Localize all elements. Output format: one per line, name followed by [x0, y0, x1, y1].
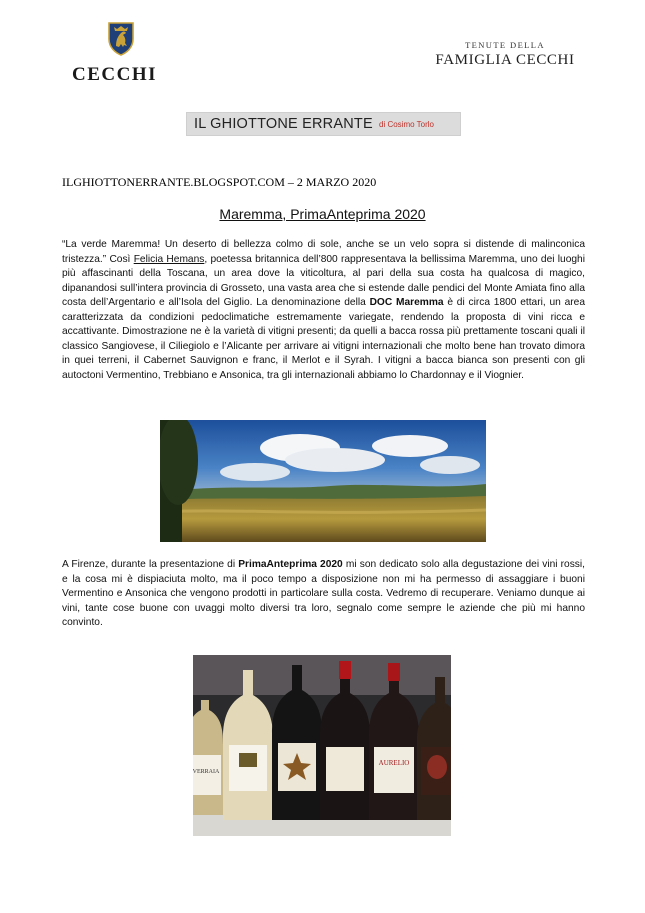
wine-label-2: AURELIO	[378, 759, 410, 767]
para2-text-1: A Firenze, durante la presentazione di	[62, 559, 239, 570]
cecchi-logo	[64, 22, 174, 86]
article-title-text: Maremma, PrimaAnteprima 2020	[219, 206, 426, 222]
article-title	[0, 206, 645, 222]
para2-text-2: mi son dedicato solo alla degustazione dei vini rossi, e la cosa mi è dispiaciuta molto, ma il poco tempo a disposizione non mi ha permesso di assaggiare i buoni Vermentino e Ansonica che vengono prodotti in particolare sulla costa. Vedremo di recuperare. Veniamo dunque ai vini, tante cose buone con uvaggi molto diversi tra loro, segnalo come sempre le aziende che più mi hanno convinto.	[62, 559, 585, 628]
doc-maremma-bold: DOC Maremma	[369, 297, 444, 308]
wine-bottles-photo	[193, 655, 451, 836]
brand-right-top: TENUTE DELLA	[465, 40, 545, 50]
blog-banner	[186, 112, 461, 136]
brand-right-main: FAMIGLIA CECCHI	[435, 52, 575, 68]
para1-text-3: è di circa 1800 ettari, un area caratterizzata da condizioni pedoclimatiche estremamente variegate, rendendo la proposta di vini ricca e accattivante. Dimostrazione ne è la varietà di vitigni presenti; da quelli a bacca rossa più prettamente toscani quali il classico Sangiovese, il Ciliegiolo e l’Alicante per arrivare ai vitigni internazionali che molto bene han trovato dimora in quei terreni, il Cabernet Sauvignon e franc, il Merlot e il Syrah. I vitigni a bacca bianca son presenti con gli autoctoni Vermentino, Trebbiano e Ansonica, tra gli internazionali abbiamo lo Chardonnay e il Viognier.	[62, 297, 585, 381]
maremma-landscape-photo	[160, 420, 486, 542]
brand-left-name: CECCHI	[72, 64, 158, 85]
article-paragraph-1	[62, 238, 585, 383]
article-paragraph-2	[62, 558, 585, 631]
felicia-hemans-link[interactable]: Felicia Hemans	[133, 253, 205, 265]
famiglia-cecchi-logo	[420, 40, 590, 76]
banner-title: IL GHIOTTONE ERRANTE	[194, 116, 373, 132]
primaanteprima-bold: PrimaAnteprima 2020	[238, 559, 343, 570]
wine-label-1: VERRAIA	[193, 769, 220, 775]
banner-subtitle: di Cosimo Torlo	[379, 120, 434, 129]
para1-text-1: “La verde Maremma! Un deserto di bellezza colmo di sole, anche se un velo sopra si distende di malinconica tristezza.” Così	[62, 239, 585, 265]
article-source: ILGHIOTTONERRANTE.BLOGSPOT.COM – 2 MARZO 2020	[62, 175, 377, 189]
crest-icon	[108, 22, 134, 56]
para1-text-2: , poetessa britannica dell’800 rappresentava la bellissima Maremma, uno dei luoghi più affascinanti della Toscana, un area dove la viticoltura, al pari della sua costa ha qualcosa di magico, dipanandosi sull’intera provincia di Grosseto, una vasta area che si estende dalle pendici del Monte Amiata fino alla costa dell’Argentario e all’Isola del Giglio. La denominazione della	[62, 253, 585, 308]
